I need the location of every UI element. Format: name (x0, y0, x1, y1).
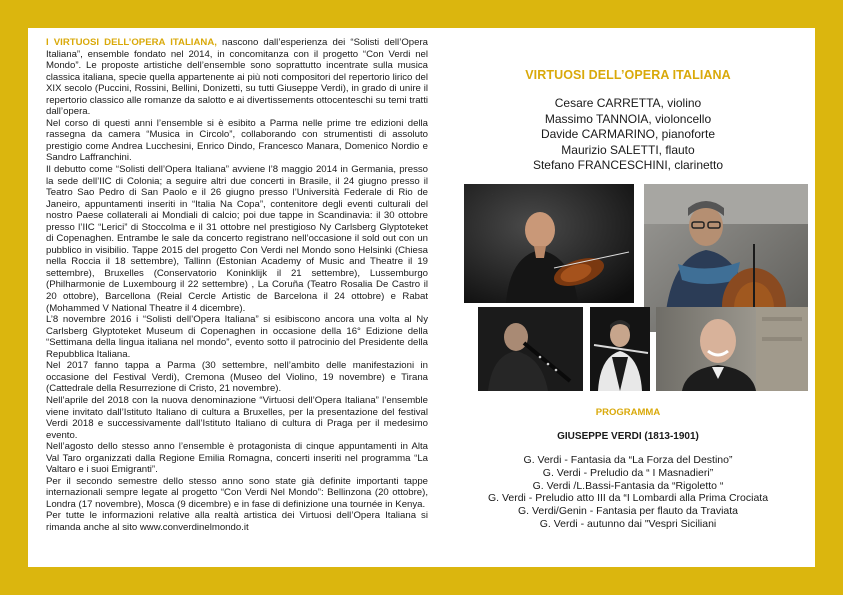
piece-item: G. Verdi - Preludio da “ I Masnadieri” (542, 466, 714, 479)
member-violin: Cesare CARRETTA, violino (554, 96, 702, 110)
brochure-page (28, 28, 815, 567)
ensemble-name-highlight: I VIRTUOSI DELL’OPERA ITALIANA, (46, 37, 217, 48)
program-title: PROGRAMMA (595, 407, 661, 418)
bio-paragraph-9: Per tutte le informazioni relative alla realtà artistica dei Virtuosi dell’Opera Italiana si rimanda anche al sito www.converdinelmondo.it (46, 510, 428, 533)
bio-paragraph-1-text: nascono dall’esperienza dei “Solisti dell’Opera Italiana”, ensemble fondato nel 2014, in concomitanza con il progetto “Con Verdi nel Mondo”. Le proposte artistiche dell’ensemble sono soprattutto incentrate sulla musica classica italiana, specie quella appartenente ai più noti compositori del repertorio lirico del XIX secolo (Puccini, Rossini, Bellini, Donizetti, su tutti Giuseppe Verdi), in grado di unire il repertorio classico alle romanze da salotto e ai divertissements ottocenteschi su temi tratti dall’opera. (46, 37, 428, 118)
photo-clarinetist (478, 307, 583, 391)
program-pieces (448, 454, 808, 531)
composer-heading: GIUSEPPE VERDI (1813-1901) (557, 431, 699, 442)
photo-flutist (590, 307, 650, 391)
piece-item: G. Verdi/Genin - Fantasia per flauto da Traviata (517, 505, 739, 518)
bio-paragraph-3: Il debutto come “Solisti dell’Opera Italiana” avviene l’8 maggio 2014 in Germania, presso la sede dell’IIC di Colonia; a seguire altri due concerti in Brasile, il 24 giugno presso il Teatro Sao Pedro di San Paolo e il 26 giugno presso l’Università Federale di Rio de Janeiro, appuntamenti inseriti in “Italia Na Copa”, contenitore degli eventi culturali del nostro Paese collaterali ai Mondiali di calcio; poi due tappe in Scandinavia: il 30 ottobre presso l’IIC “Lerici” di Stoccolma e il 31 ottobre nel prestigioso Ny Carlsberg Glyptoteket di Copenaghen. Entrambe le sale da concerto registrano nell’occasione il sold out con un pubblico in visibilio. Tappe 2015 del progetto Con Verdi nel Mondo sono Helsinki (Chiesa nella Roccia il 18 settembre), Tallinn (Estonian Academy of Music and Theatre il 19 settembre), Bruxelles (Conservatorio Koninklijk il 21 settembre), Lussemburgo (Philharmonie de Luxembourg il 22 settembre) , La Coruña (Teatro Rosalia De Castro il 20 ottobre), Barcellona (Reial Cercle Artistic de Barcelona il 24 ottobre) e Rabat (Mohammed V National Theatre il 4 dicembre). (46, 164, 428, 314)
member-clarinet: Stefano FRANCESCHINI, clarinetto (532, 158, 724, 172)
bio-paragraph-4: L’8 novembre 2016 i “Solisti dell’Opera Italiana” si esibiscono ancora una volta al Ny Carlsberg Glyptoteket Museum di Copenaghen in occasione della 16° Edizione della “Settimana della lingua italiana nel mondo”, evento sotto il patrocinio del Presidente della Repubblica Italiana. (46, 314, 428, 360)
photo-pianist (656, 307, 808, 391)
piece-item: G. Verdi - Fantasia da “La Forza del Destino” (523, 454, 733, 466)
member-cello: Massimo TANNOIA, violoncello (544, 111, 712, 126)
piece-item: G. Verdi - autunno dai "Vespri Siciliani (539, 517, 717, 530)
piece-item: G. Verdi /L.Bassi-Fantasia da “Rigoletto “ (532, 479, 724, 492)
piece-item: G. Verdi - Preludio atto III da “I Lombardi alla Prima Crociata (487, 492, 769, 505)
members-list (448, 96, 808, 174)
bio-paragraph-6: Nell’aprile del 2018 con la nuova denominazione “Virtuosi dell’Opera Italiana” l’ensemble viene invitato dall’Istituto Italiano di cultura a Bruxelles, per la presentazione del festival Verdi 2018 e successivamente dall’Istituto Italiano di cultura di Praga per il medesimo evento. (46, 394, 428, 441)
bio-paragraph-2: Nel corso di questi anni l’ensemble si è esibito a Parma nelle prime tre edizioni della rassegna da camera “Musica in Circolo”, collaborando con strumentisti di assoluto prestigio come Andrea Lucchesini, Enrico Dindo, Francesco Manara, Domenico Nordio e Sandro Laffranchini. (46, 117, 428, 164)
bio-paragraph-8: Per il secondo semestre dello stesso anno sono state già definite importanti tappe internazionali sempre legate al progetto “Con Verdi Nel Mondo”: Bellinzona (20 ottobre), Londra (17 novembre), Mosca (9 dicembre) e in fase di definizione una tournée in Kenya. (46, 475, 428, 510)
ensemble-title: VIRTUOSI DELL’OPERA ITALIANA (525, 68, 731, 82)
member-piano: Davide CARMARINO, pianoforte (540, 127, 716, 141)
biography-column (46, 37, 428, 534)
bio-paragraph-7: Nell’agosto dello stesso anno l’ensemble è protagonista di cinque appuntamenti in Alta Val Taro organizzati dalla Regione Emilia Romagna, concerti inseriti nel programma “La Valtaro e i suoi Emigranti”. (46, 441, 428, 476)
member-flute: Maurizio SALETTI, flauto (561, 142, 695, 157)
bio-paragraph-5: Nel 2017 fanno tappa a Parma (30 settembre, nell’ambito delle manifestazioni in occasione del Festival Verdi), Cremona (Museo del Violino, 19 novembre) e Tirana (Cattedrale della Resurrezione di Cristo, 21 novembre). (46, 360, 428, 395)
bio-paragraph-1 (46, 37, 428, 118)
photo-violinist (464, 184, 634, 303)
